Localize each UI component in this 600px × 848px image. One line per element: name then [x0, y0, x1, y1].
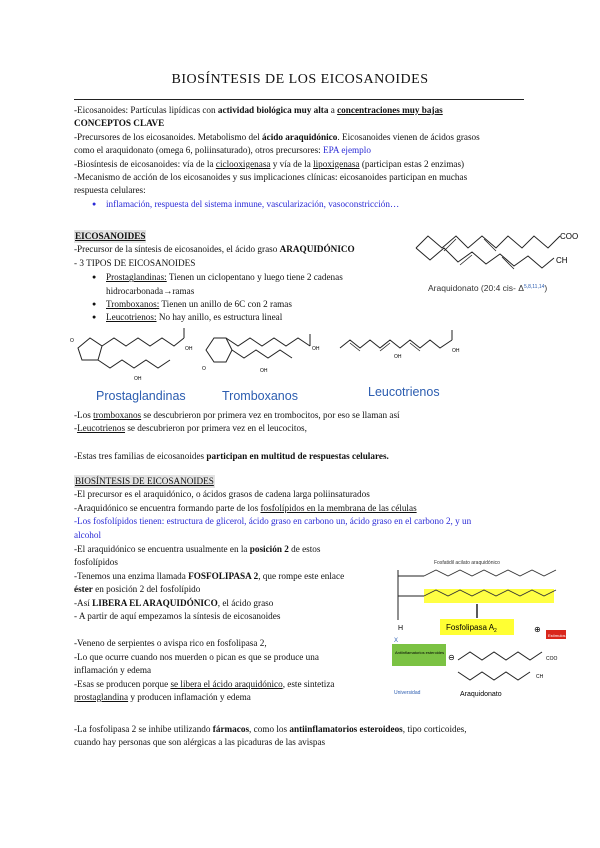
- eico-bold: ARAQUIDÓNICO: [279, 244, 355, 255]
- intro-bold: ácido araquidónico: [262, 131, 338, 142]
- biosynthesis-heading: BIOSÍNTESIS DE EICOSANOIDES: [74, 475, 215, 488]
- prost-oh: OH: [185, 346, 193, 352]
- bio-underline: fosfolípidos en la membrana de las células: [260, 502, 417, 513]
- biosynthesis-column: [74, 543, 374, 704]
- prost-oh-2: OH: [134, 376, 142, 382]
- pla2-x: X: [394, 638, 399, 644]
- pla2-top-label: Fosfatidil acilato araquidónico: [434, 560, 500, 566]
- arach-coo: COO: [560, 232, 578, 241]
- bio-line-15: [74, 691, 374, 704]
- trombo-oh-2: OH: [260, 368, 268, 374]
- stimulus-label: Estímulos: [548, 633, 566, 638]
- intro-line-6: -Mecanismo de acción de los eicosanoides y sus implicaciones clínicas: eicosanoides participan en muchas: [74, 172, 468, 183]
- bio-bold: éster: [74, 584, 93, 595]
- intro-text: (participan estas 2 enzimas): [359, 158, 465, 169]
- pla2-h2: H: [398, 625, 404, 632]
- intro-bold-underline: concentraciones muy bajas: [337, 105, 443, 115]
- intro-text: como el araquidonato (omega 6, poliinsaturado), otros precursores:: [74, 145, 324, 156]
- bio-text: , que rompe este enlace: [258, 570, 345, 581]
- bio-line-14: [74, 678, 374, 691]
- after-line-3: [74, 450, 544, 463]
- title-rule: [74, 99, 524, 100]
- bio-text: , el ácido graso: [217, 597, 274, 608]
- inhibition-section: [74, 723, 544, 750]
- eico-text: hidrocarbonada→ramas: [106, 285, 195, 296]
- arach-caption-end: ): [544, 283, 548, 293]
- intro-text: y vía de la: [270, 158, 314, 169]
- intro-bullet: ● inflamación, respuesta del sistema inmune, vascularización, vasoconstricción…: [92, 198, 534, 211]
- tromboxanos-label: Tromboxanos: [222, 389, 298, 403]
- after-bold: participan en multitud de respuestas celulares.: [206, 450, 389, 461]
- bio-text: -Araquidónico se encuentra formando parte de los: [74, 502, 261, 513]
- bio-line-13: inflamación y edema: [74, 665, 152, 676]
- bio-line-10: - A partir de aquí empezamos la síntesis de eicosanoides: [74, 611, 281, 622]
- intro-line-3: [74, 131, 534, 144]
- pla2-coo: COO: [546, 656, 558, 662]
- intro-underline: ciclooxigenasa: [215, 158, 271, 169]
- phospholipase-figure: [390, 556, 566, 702]
- leukotriene-structure: [336, 326, 464, 376]
- after-line-2: [74, 422, 544, 435]
- intro-bold: actividad biológica muy alta: [217, 105, 329, 115]
- bio-line-3: -Los fosfolípidos tienen: estructura de glicerol, ácido graso en carbono un, ácido graso en el carbono 2, y un: [74, 516, 472, 527]
- biosynthesis-section: [74, 475, 544, 542]
- bio-underline: se libera el ácido araquidónico: [170, 678, 283, 689]
- intro-line-5: [74, 158, 534, 171]
- key-concepts-heading: CONCEPTOS CLAVE: [74, 118, 165, 129]
- eico-bullet-leucotrienos: [92, 311, 404, 324]
- bio-text: -La fosfolipasa 2 se inhibe utilizando: [74, 724, 213, 734]
- pla2-enzyme-text: Fosfolipasa A: [446, 623, 495, 632]
- intro-underline: lipoxigenasa: [313, 158, 360, 169]
- bio-line-17: cuando hay personas que son alérgicas a las picaduras de las avispas: [74, 737, 326, 748]
- eico-text: No hay anillo, es estructura lineal: [156, 312, 283, 323]
- bio-line-2: [74, 502, 544, 515]
- leuco-oh-2: OH: [394, 354, 402, 360]
- after-text: -Estas tres familias de eicosanoides: [74, 450, 207, 461]
- prostaglandinas-label: Prostaglandinas: [96, 389, 186, 403]
- bio-bold: posición 2: [249, 544, 289, 554]
- bio-bold: antiinflamatorios esteroideos: [289, 724, 403, 734]
- eico-underline: Leucotrienos:: [106, 312, 157, 323]
- bio-line-12: -Lo que ocurre cuando nos muerden o pican es que se produce una: [74, 651, 319, 662]
- bio-text: , como los: [249, 724, 290, 734]
- eicosanoides-heading: EICOSANOIDES: [74, 230, 146, 243]
- bio-bold: LIBERA EL ARAQUIDÓNICO: [92, 597, 218, 608]
- pla2-product: Araquidonato: [460, 691, 502, 698]
- bio-line-9: [74, 597, 374, 610]
- bio-line-6: fosfolípidos: [74, 557, 118, 568]
- bio-text: -El araquidónico se encuentra usualmente en la: [74, 544, 250, 554]
- intro-text: a: [328, 105, 338, 115]
- arach-caption-sup: 5,8,11,14: [523, 284, 545, 290]
- after-text: -: [74, 423, 78, 434]
- bio-text: y producen inflamación y edema: [128, 692, 251, 703]
- bio-line-8: [74, 583, 374, 596]
- bio-text: -Así: [74, 597, 93, 608]
- after-text: se descubrieron por primera vez en trombocitos, por eso se llaman así: [141, 410, 400, 420]
- bio-text: -Tenemos una enzima llamada: [74, 570, 189, 581]
- bio-line-1: -El precursor es el araquidónico, o ácidos grasos de cadena larga poliinsaturados: [74, 489, 370, 500]
- arachidonate-structure: [408, 218, 578, 300]
- bio-text: -Esas se producen porque: [74, 678, 171, 689]
- after-underline: Leucotrienos: [77, 423, 126, 434]
- bio-text: de estos: [288, 544, 321, 554]
- arach-caption-text: Araquidonato (20:4 cis- Δ: [428, 283, 524, 293]
- university-logo: Universidad: [394, 690, 421, 696]
- after-text: se descubrieron por primera vez en el leucocitos,: [125, 423, 307, 434]
- after-text: -Los: [74, 410, 94, 420]
- after-line-1: [74, 409, 544, 422]
- families-section: [74, 409, 544, 463]
- bio-line-5: [74, 543, 374, 556]
- page-title: BIOSÍNTESIS DE LOS EICOSANOIDES: [171, 72, 429, 87]
- eico-underline: Prostaglandinas:: [106, 272, 167, 283]
- bio-text: en posición 2 del fosfolípido: [92, 584, 201, 595]
- intro-line-1: [74, 104, 534, 117]
- drug-box: [392, 644, 446, 666]
- leuco-oh: OH: [452, 348, 460, 354]
- after-underline: tromboxanos: [93, 410, 142, 420]
- intro-line-4: [74, 144, 534, 157]
- trombo-o: O: [202, 366, 206, 372]
- arach-ch3: CH: [556, 256, 568, 265]
- pla2-plus: ⊕: [534, 625, 541, 634]
- eico-underline: Tromboxanos:: [106, 299, 160, 310]
- eico-bullet-prostaglandinas: [92, 271, 404, 298]
- bio-bold: fármacos: [212, 724, 250, 734]
- trombo-oh: OH: [312, 346, 320, 352]
- pla2-minus: ⊖: [448, 653, 455, 662]
- prost-o: O: [70, 338, 74, 344]
- thromboxane-structure: [198, 326, 328, 388]
- bio-text: , este sintetiza: [282, 678, 335, 689]
- prostaglandin-structure: [68, 326, 198, 388]
- bio-line-16: [74, 723, 544, 736]
- intro-section: [74, 104, 534, 211]
- spacer: [74, 436, 544, 450]
- bio-line-7: [74, 570, 374, 583]
- intro-text: -Precursores de los eicosanoides. Metabolismo del: [74, 131, 263, 142]
- bio-bold: FOSFOLIPASA 2: [188, 570, 259, 581]
- pla2-ch3: CH: [536, 674, 544, 680]
- arach-caption: [428, 283, 547, 293]
- spacer: [74, 623, 374, 637]
- bio-line-11: -Veneno de serpientes o avispa rico en fosfolipasa 2,: [74, 638, 267, 649]
- bio-underline: prostaglandina: [74, 692, 129, 703]
- eico-text: -Precursor de la síntesis de eicosanoides, el ácido graso: [74, 244, 280, 255]
- eicosanoides-section: [74, 230, 404, 325]
- intro-text: -Biosíntesis de eicosanoides: vía de la: [74, 158, 216, 169]
- eico-text: Tienen un anillo de 6C con 2 ramas: [159, 299, 292, 310]
- intro-blue: EPA ejemplo: [323, 145, 371, 156]
- pla2-enzyme-sub: 2: [494, 628, 497, 634]
- eico-bullet-tromboxanos: [92, 298, 404, 311]
- bio-text: , tipo corticoides,: [402, 724, 467, 734]
- intro-line-7: respuesta celulares:: [74, 185, 146, 196]
- eico-line-1: [74, 243, 404, 256]
- eico-text: Tienen un ciclopentano y luego tiene 2 cadenas: [166, 272, 343, 283]
- drug-label: Antiinflamatorios esteroides: [395, 650, 445, 655]
- bio-line-4: alcohol: [74, 529, 102, 540]
- intro-text: . Eicosanoides vienen de ácidos grasos: [337, 131, 480, 142]
- leucotrienos-label: Leucotrienos: [368, 385, 440, 399]
- eico-line-2: - 3 TIPOS DE EICOSANOIDES: [74, 257, 196, 268]
- intro-text: -Eicosanoides: Partículas lipídicas con: [74, 105, 218, 115]
